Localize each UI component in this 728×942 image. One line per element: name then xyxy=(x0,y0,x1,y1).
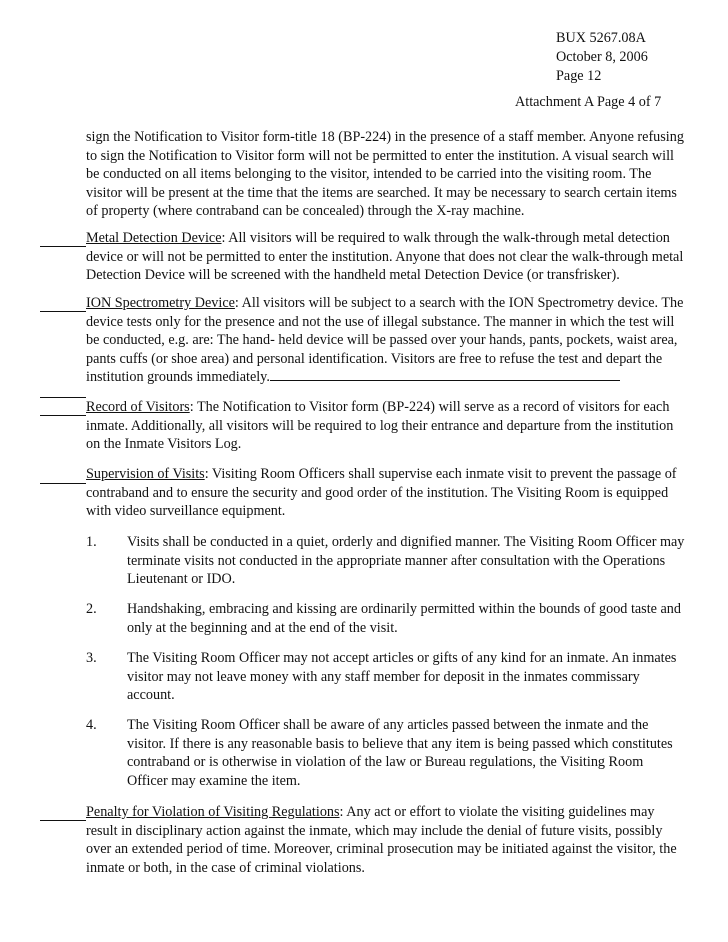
item-number: 4. xyxy=(86,717,97,733)
section-text: : Visiting Room Officers shall supervise each inmate visit to prevent the passage of contraband and to ensure the security and good order of the institution. The Visiting Room is equipped with video surveillance equipment. xyxy=(86,466,677,520)
signature-line xyxy=(40,820,86,821)
signature-line xyxy=(40,415,86,416)
page-number: Page 12 xyxy=(556,68,602,84)
section-metal-detection xyxy=(86,229,686,285)
item-text: The Visiting Room Officer may not accept articles or gifts of any kind for an inmate. An inmates visitor may not leave money with any staff member for deposit in the inmates commissary account. xyxy=(127,650,677,704)
signature-line xyxy=(40,397,86,398)
intro-paragraph: sign the Notification to Visitor form-title 18 (BP-224) in the presence of a staff member. Anyone refusing to sign the Notification to Visitor form will not be permitted to enter the institution. A visual search will be conducted on all items belonging to the visitor, intended to be carried into the visiting room. The visitor will be present at the time that the items are searched. It may be necessary to search certain items of property (where contraband can be concealed) through the X-ray machine. xyxy=(86,129,684,220)
item-number: 2. xyxy=(86,601,97,617)
section-title: Metal Detection Device xyxy=(86,230,222,246)
section-text: : Any act or effort to violate the visiting guidelines may result in disciplinary action against the inmate, which may include the denial of future visits, possibly over an extended period of time. Moreover, criminal prosecution may be initiated against the visitor, the inmate or both, in the case of criminal violations. xyxy=(86,804,677,876)
section-penalty xyxy=(86,803,686,877)
section-title: Penalty for Violation of Visiting Regulations xyxy=(86,804,340,820)
attachment-label: Attachment A Page 4 of 7 xyxy=(515,94,662,110)
section-record-of-visitors xyxy=(86,398,686,454)
item-number: 1. xyxy=(86,534,97,550)
item-number: 3. xyxy=(86,650,97,666)
item-text: Handshaking, embracing and kissing are ordinarily permitted within the bounds of good taste and only at the beginning and at the end of the visit. xyxy=(127,601,681,636)
signature-line xyxy=(40,483,86,484)
document-date: October 8, 2006 xyxy=(556,49,648,65)
section-title: Record of Visitors xyxy=(86,399,190,415)
signature-line xyxy=(40,246,86,247)
document-id: BUX 5267.08A xyxy=(556,30,646,46)
section-ion-spectrometry xyxy=(86,294,686,387)
item-text: The Visiting Room Officer shall be aware of any articles passed between the inmate and the visitor. If there is any reasonable basis to believe that any item is being passed which constitutes contraband or is otherwise in violation of the law or Bureau regulations, the Visiting Room Officer may examine the item. xyxy=(127,717,673,789)
section-title: Supervision of Visits xyxy=(86,466,205,482)
section-text: : All visitors will be required to walk through the walk-through metal detection device or will not be permitted to enter the institution. Anyone that does not clear the walk-through metal Detection Device will be screened with the handheld metal Detection Device (or transfrisker). xyxy=(86,230,684,284)
section-text: : All visitors will be subject to a search with the ION Spectrometry device. The device tests only for the presence and not the use of illegal substance. The manner in which the test will be conducted, e.g. are: The hand- held device will be passed over your hands, pants, pockets, waist area, pants cuffs (or shoe area) and personal identification. Visitors are free to refuse the test and depart the institution grounds immediately. xyxy=(86,295,684,386)
blank-line xyxy=(270,368,620,381)
section-text: : The Notification to Visitor form (BP-224) will serve as a record of visitors for each inmate. Additionally, all visitors will be required to log their entrance and departure from the institution on the Inmate Visitors Log. xyxy=(86,399,674,453)
signature-line xyxy=(40,311,86,312)
item-text: Visits shall be conducted in a quiet, orderly and dignified manner. The Visiting Room Officer may terminate visits not conducted in the appropriate manner after consultation with the Operations Lieutenant or IDO. xyxy=(127,534,685,588)
document-header xyxy=(556,29,648,86)
section-title: ION Spectrometry Device xyxy=(86,295,235,311)
section-supervision xyxy=(86,465,686,521)
